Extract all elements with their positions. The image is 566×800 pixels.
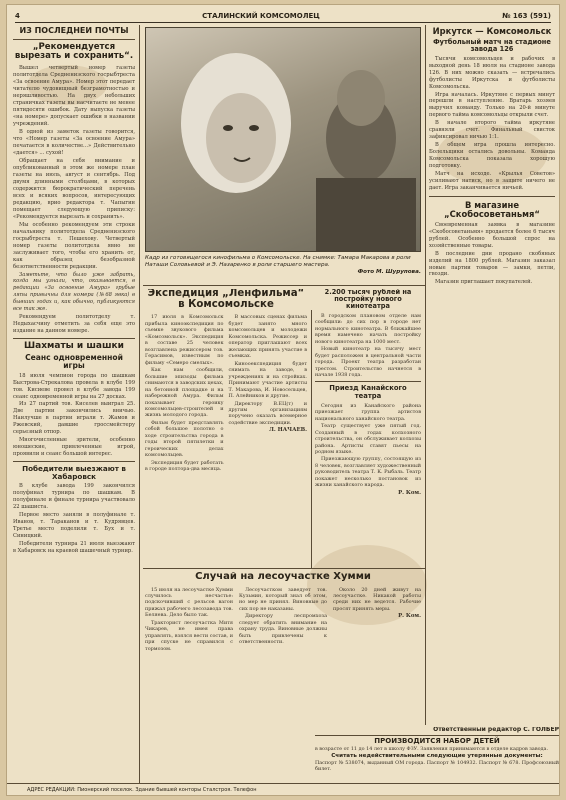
photo-caption: Кадр из готовящегося кинофильма о Комсомольске. На снимке: Тамара Макарова в роли Наташи Соловьевой и Э. Назаренко в роли старшего мастера. [145,255,411,268]
article-paragraph: Фильм будет представлять собой большое полотно о ходе строительства города в годы второй пятилетки и героических делах комсомольцев. [145,419,224,459]
football-subheadline: Футбольный матч на стадионе завода 126 [433,37,551,53]
theatre-headline: Приезд Канайского театра [329,384,407,400]
editorial-address: АДРЕС РЕДАКЦИИ: Пионерский поселок. Здание бывшей конторы Сталстроя. Телефон [27,786,257,793]
article-paragraph: Из 27 партий тов. Киселев выиграл 25. Две партии закончились вничью. Наилучше в партии играли т. Жамов и Ржевский, давшие гроссмейстеру серьезный отпор. [13,401,135,436]
article-paragraph: Новый кинотеатр на тысячу мест будет расположен в центральной части города. Проект театра разработан трестом. Строительство начнется в начале 1938 года. [315,346,421,378]
article-paragraph: 15 июля на лесоучастке Хумми случилось несчастье: подскочивший с рельсов вагон прижал рабочего лесозавода тов. Беляева. Дело было так. [145,586,233,619]
article-paragraph: В начале второго тайма иркутяне сравняли счет. Финальный свисток зафиксировал ничью 1:1. [429,120,555,141]
article-paragraph: Вышел четвертый номер газеты политотдела Средненизского госрыбтреста «За освоение Амура». Номер этот передает читателю чудовищный безграмотностью и неряшливостью. На двух небольших страничках газеты вы насчитаете не менее пятидесяти ошибок. Дату выпуска газеты «на номере» допускает ошибки в названии учреждений. [13,65,135,128]
chess-subheadline: Сеанс одновременной игры [25,352,123,370]
editorial-address-bar [7,783,559,795]
article-paragraph: Около 20 дней живут на лесоучастке. Никакой работы среди них не ведется. Рабочие просят принять меры. [333,586,421,612]
article-paragraph: В общем игра прошла интересно. Болельщики остались довольны. Команда Комсомольска показала хорошую подготовку. [429,142,555,170]
article-paragraph: Матч на исходе. «Крылья Советов» усиливают натиск, но в защите ничего не дает. Игра заканчивается ничьей. [429,171,555,192]
article-paragraph: В городском плановом отделе нам сообщили: до сих пор в городе нет нормального кинотеатра. В ближайшее время намечено начать постройку нового кинотеатра на 1000 мест. [315,312,421,345]
photo-credit: Фото М. Шурупова. [357,268,421,275]
winners-headline: Победители выезжают в Хабаровск [22,464,126,481]
article-signature: Р. Ком. [398,613,421,620]
article-paragraph: Тысячи комсомольцев и рабочих в выходной день 18 июля на стадионе завода 126. В них можно сказать — встречались футболисты Иркутска и футболисты Комсомольска. [429,55,555,90]
article-paragraph: Директору В.ЕЦ(т) и другим организациям поручено оказать всемерное содействие экспедиции. [228,400,307,426]
article-signature: Р. Ком. [398,489,421,496]
lost-documents-text: Паспорт № 538074, выданный ОМ города. Паспорт № 104932. Паспорт № 678. Профсоюзный билет. [315,759,559,773]
article-paragraph: Театр существует уже пятый год. Созданный в годах колхозного строительства, он обслуживает колхозы района. Артисты ставят пьесы на родном языке. [315,423,421,455]
article-paragraph: Приезжающую группу, состоящую из 8 человек, возглавляет художественный руководитель театра Т. К. Рыбаль. Театр покажет несколько постановок из жизни ханайского народа. [315,456,421,489]
article-paragraph: В последние дни продано скобяных изделий на 1800 рублей. Магазин заказал новые партии товаров — замки, петли, гвозди. [429,250,555,278]
film-headline: Экспедиция „Ленфильма“ в Комсомольске [147,289,305,310]
article-paragraph: В массовых сценах фильма будет занято много комсомольцев и молодежи Комсомольска. Режиссер и оператор приглашают всех желающих принять участие в съемках. [228,314,307,360]
column-right [429,27,555,727]
article-paragraph: Заметьте, что было уже забрать, когда мы узнали, что, оказывается, в редакции «За освоение Амура» грубые ляпы привычны для номера (№68 явка) в бывших годах и, как обычно, публикуются все так же. [13,271,135,313]
article-paragraph: Игра началась. Иркутяне с первых минут перешли в наступление. Вратарь хозяев выручил команду. Только на 20-й минуте первого тайма комсомольцы открыли счет. [429,91,555,119]
article-paragraph: Как нам сообщили, большие эпизоды фильма снимаются в заводских цехах, на бетонной площадке и на набережной Амура. Фильм показывает героику комсомольцев-строителей и жизнь молодого города. [145,367,224,419]
article-paragraph: Сегодня из Канайского района приезжает группа артистов национального ханайского театра. [315,402,421,422]
article-paragraph: В одной из заметок газеты говорится, что «Номер газеты «За освоение Амура» печатается в количестве...» Действительно «дается» ... сухой! [13,129,135,157]
film-still-photo [145,27,421,252]
page-number: 4 [15,11,20,20]
issue-number: № 163 (591) [502,11,551,20]
article-paragraph: Мы особенно рекомендуем эти строки начальнику политотдела Средненизского госрыбтреста т. Пешехову. Четвертый номер газеты политотдела явно не заслуживает того, чтобы его хранить от, как образец безобразной безответственности редакции. [13,221,135,270]
article-paragraph: Магазин приглашает покупателей. [435,279,533,286]
editor-line: Ответственный редактор С. ГОЛБЕР [433,727,559,733]
article-paragraph: Кинооекспедиция будет снимать на заводе, в учреждениях и на стройках. Принимают участие артисты Т. Макарова, И. Новосельцев, П. Алейников и другие. [228,360,307,400]
chess-headline: Шахматы и шашки [24,341,124,352]
article-paragraph: В клубе завода 199 закончился полуфинал турнира по шашкам. В полуфинале и финале турнира участвовало 22 шашиста. [13,483,135,511]
article-paragraph: Первое место заняли в полуфинале т. Иванов, т. Тараканов и т. Кудрявцев. Третье место поделили т. Бух и т. Синицкий. [13,512,135,540]
recruitment-headline: ПРОИЗВОДИТСЯ НАБОР ДЕТЕЙ [374,737,500,746]
cinema-headline: 2.200 тысяч рублей на постройку нового кинотеатра [324,289,412,310]
article-paragraph: Обращает на себя внимание и опубликованный в этом же номере план газеты на июль, август и сентябрь. Под двумя длинными столбцами, в которых содержится бюрократический перечень всех и всяких вопросов, интересующих редакцию, врио редактора т. Чапыгин помещает следующую приписку: «Рекомендуется вырезать и сохранить». [13,158,135,220]
article-paragraph: Рекомендуем политотделу т. Недыхасчину отметить за себя еще это издание на данном номере. [13,314,135,335]
football-headline: Иркутск — Комсомольск [432,27,552,36]
article-headline: „Рекомендуется вырезать и сохранить“. [14,42,134,62]
lost-documents-headline: Считать недействительными следующие утерянные документы: [331,753,543,760]
article-signature: Л. НАЧАЕВ. [269,427,307,434]
article-paragraph: Директору леспромхоза следует обратить внимание на охрану труда. Виновные должны быть привлечены к ответственности. [239,613,327,646]
photo-caption-block [145,255,421,281]
article-paragraph: Победители турнира 21 июля выезжают в Хабаровск на краевой шашечный турнир. [13,541,135,555]
article-paragraph: Своевременная заявка в магазине «Скобосоветаньмя» продается более 6 тысяч рублей. Особенно большой спрос на хозяйственные товары. [429,221,555,249]
film-article [145,289,307,564]
section-kicker: ИЗ ПОСЛЕДНЕЙ ПОЧТЫ [19,27,129,35]
article-paragraph: Многочисленные зрители, особенно юношеские, привлеченные игрой, проявили и сеанс большой интерес. [13,437,135,458]
accident-headline: Случай на лесоучастке Хумми [195,572,371,582]
bottom-notices [315,727,559,783]
article-paragraph: 18 июля чемпион города по шашкам Быстрова-Стрекалова провела в клубе 199 тов. Кисиеве провел в клубе завода 199 сеанс одновременной игры на 27 досках. [13,372,135,400]
column-left [13,27,135,779]
masthead [15,9,551,23]
shop-headline: В магазине „Скобосоветаньмя“ [444,200,540,219]
article-paragraph: 17 июля в Комсомольск прибыла киноэкспедиция по съемке звукового фильма «Комсомольск». Экспедиция в составе 25 человек возглавлена режиссером тов. Герасимов, известным по фильму «Семеро смелых». [145,314,224,366]
portrait-illustration [146,28,421,252]
newspaper-title: СТАЛИНСКИЙ КОМСОМОЛЕЦ [202,11,320,20]
accident-article [145,572,421,722]
article-paragraph: Экспедиция будет работать в городе полтора-два месяца. [145,459,224,473]
recruitment-text: в возрасте от 11 до 14 лет в школу ФЗУ. Заявления принимаются в отделе кадров завода. [315,745,549,752]
newspaper-page [6,4,560,796]
article-paragraph: Тракторист лесоучастка Митя Чикарев, не имея права управлять, взялся вести состав, и при спуске не справился с тормозом. [145,619,233,652]
article-paragraph: Лесоучастком заведует тов. Кузьмин, который знал об этом, но мер не принял. Виновные до сих пор не наказаны. [239,586,327,612]
